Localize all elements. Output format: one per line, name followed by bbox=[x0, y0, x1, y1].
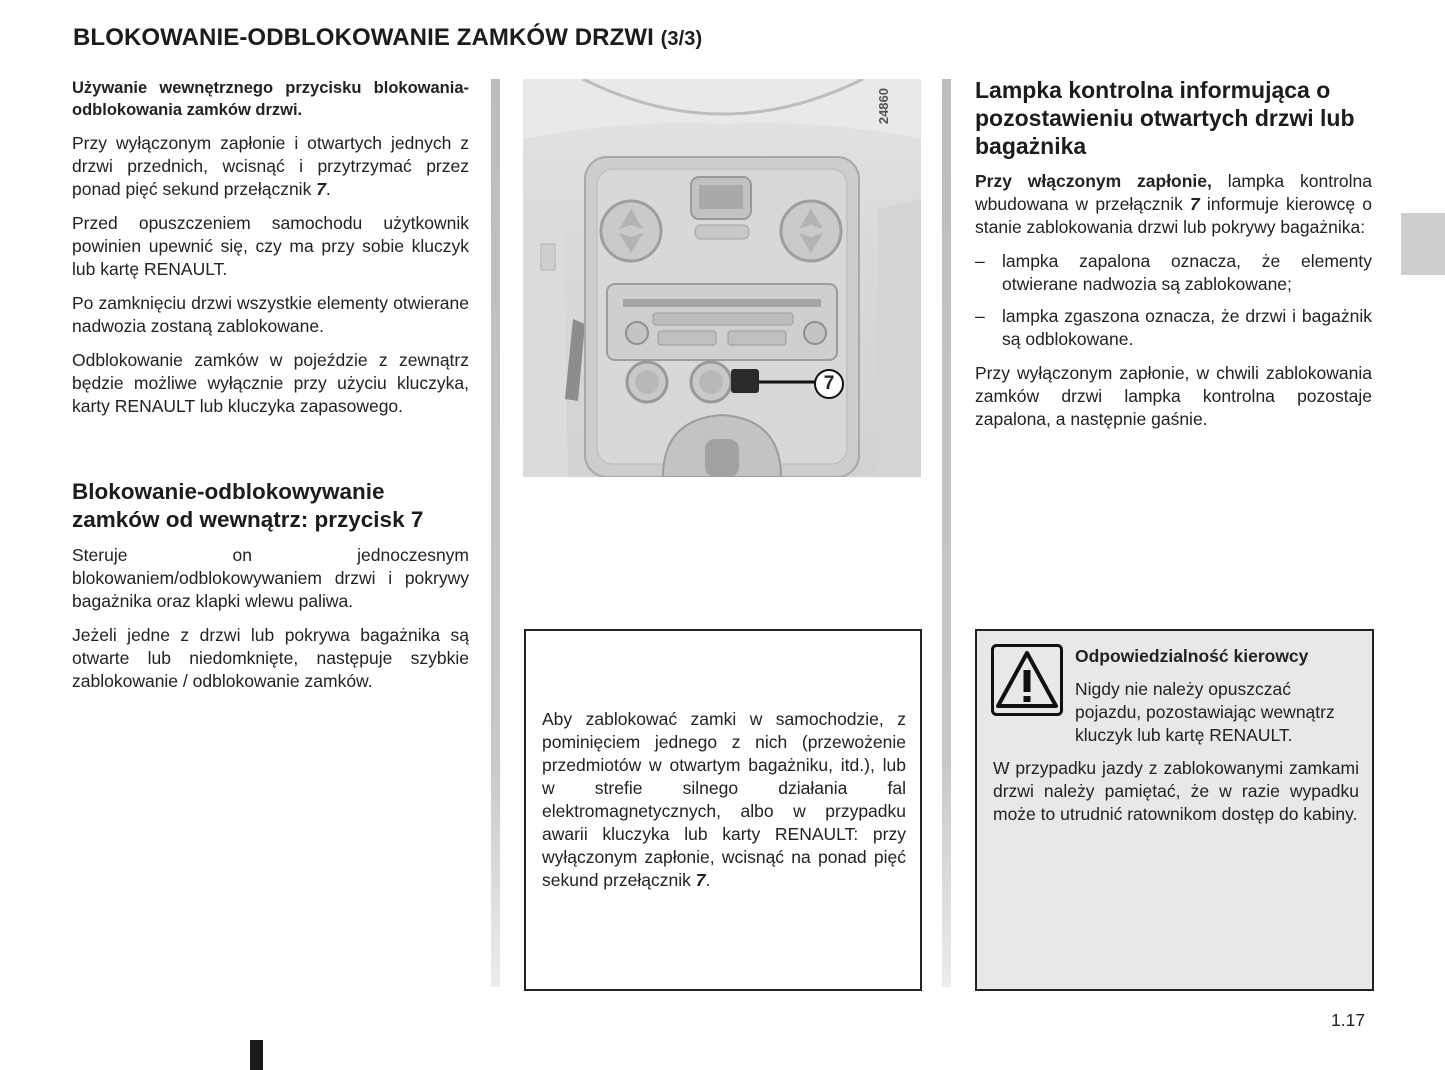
list-item-text: lampka zgaszona oznacza, że drzwi i bagażnik są odblokowane. bbox=[1002, 306, 1372, 349]
image-reference-number: 24860 bbox=[876, 88, 891, 125]
right-paragraph: Przy wyłączonym zapłonie, w chwili zablokowania zamków drzwi lampka kontrolna pozostaje zapalona, a następnie gaśnie. bbox=[975, 363, 1372, 429]
list-item bbox=[975, 305, 1372, 351]
intro-bold: Używanie wewnętrznego przycisku blokowania-odblokowania zamków drzwi. bbox=[72, 79, 469, 119]
console-drawing bbox=[523, 79, 921, 477]
list-item-text: lampka zapalona oznacza, że elementy otwierane nadwozia są zablokowane; bbox=[1002, 251, 1372, 294]
note-switch-ref: 7 bbox=[695, 870, 706, 890]
note-box bbox=[524, 629, 922, 991]
paragraph-2: Przed opuszczeniem samochodu użytkownik powinien upewnić się, czy ma przy sobie kluczyk lub kartę RENAULT. bbox=[72, 213, 469, 279]
paragraph-3: Po zamknięciu drzwi wszystkie elementy otwierane nadwozia zostaną zablokowane. bbox=[72, 293, 469, 336]
paragraph-1-text: Przy wyłączonym zapłonie i otwartych jednych z drzwi przednich, wcisnąć i przytrzymać przez ponad pięć sekund przełącznik bbox=[72, 133, 469, 199]
warning-triangle-icon bbox=[991, 644, 1063, 716]
right-intro-text: lampka kontrolna wbudowana w przełącznik bbox=[975, 171, 1372, 214]
column-rule-left bbox=[491, 79, 500, 987]
section-tab-marker bbox=[1401, 213, 1445, 275]
right-heading: Lampka kontrolna informująca o pozostawieniu otwartych drzwi lub bagażnika bbox=[975, 77, 1355, 159]
right-intro-end: informuje kierowcę o stanie zablokowania drzwi lub pokrywy bagażnika: bbox=[975, 194, 1372, 237]
switch-ref: 7 bbox=[316, 179, 326, 199]
paragraph-6: Jeżeli jedne z drzwi lub pokrywa bagażnika są otwarte lub niedomknięte, następuje szybkie zablokowanie / odblokowanie zamków. bbox=[72, 625, 469, 691]
right-intro bbox=[975, 170, 1372, 239]
section-heading-line-2: zamków od wewnątrz: przycisk 7 bbox=[72, 507, 424, 532]
note-text-end: . bbox=[705, 870, 711, 890]
list-item bbox=[975, 250, 1372, 296]
section-heading bbox=[72, 478, 469, 534]
paragraph-5: Steruje on jednoczesnym blokowaniem/odblokowywaniem drzwi i pokrywy bagażnika oraz klapki wlewu paliwa. bbox=[72, 545, 469, 611]
paragraph-1-end: . bbox=[325, 179, 331, 199]
callout-label: 7 bbox=[823, 373, 835, 394]
warning-paragraph-1: Nigdy nie należy opuszczać pojazdu, pozostawiając wewnątrz kluczyk lub kartę RENAULT. bbox=[1075, 679, 1335, 745]
right-intro-bold: Przy włączonym zapłonie, bbox=[975, 171, 1212, 191]
console-illustration bbox=[523, 79, 921, 477]
paragraph-1 bbox=[72, 132, 469, 201]
paragraph-4: Odblokowanie zamków w pojeździe z zewnątrz będzie możliwe wyłącznie przy użyciu kluczyka, karty RENAULT lub kluczyka zapasowego. bbox=[72, 350, 469, 416]
left-column-section bbox=[72, 478, 469, 704]
lamp-state-list bbox=[975, 250, 1372, 351]
dash-marker: – bbox=[975, 251, 985, 271]
warning-title: Odpowiedzialność kierowcy bbox=[1075, 646, 1309, 666]
page-title bbox=[73, 24, 702, 52]
page-title-part: (3/3) bbox=[660, 28, 703, 50]
dash-marker: – bbox=[975, 306, 985, 326]
section-heading-line-1: Blokowanie-odblokowywanie bbox=[72, 479, 385, 504]
left-column bbox=[72, 77, 469, 429]
note-text-body: Aby zablokować zamki w samochodzie, z pominięciem jednego z nich (przewożenie przedmiotów w otwartym bagażniku, itd.), lub w strefie silnego działania fal elektromagnetycznych, albo w przypadku awarii kluczyka lub karty RENAULT: przy wyłączonym zapłonie, wcisnąć na ponad pięć sekund przełącznik bbox=[542, 709, 906, 890]
right-switch-ref: 7 bbox=[1190, 194, 1200, 214]
warning-paragraph-2: W przypadku jazdy z zablokowanymi zamkami drzwi należy pamiętać, że w razie wypadku może to utrudnić ratownikom dostęp do kabiny. bbox=[993, 758, 1359, 824]
column-rule-right bbox=[942, 79, 951, 987]
print-corner-mark bbox=[250, 1040, 263, 1070]
note-text bbox=[542, 708, 906, 892]
right-column bbox=[975, 76, 1372, 442]
warning-box bbox=[975, 629, 1374, 991]
callout-7 bbox=[814, 369, 844, 399]
page-title-text: BLOKOWANIE-ODBLOKOWANIE ZAMKÓW DRZWI bbox=[73, 24, 654, 51]
page-number: 1.17 bbox=[1331, 1010, 1366, 1030]
